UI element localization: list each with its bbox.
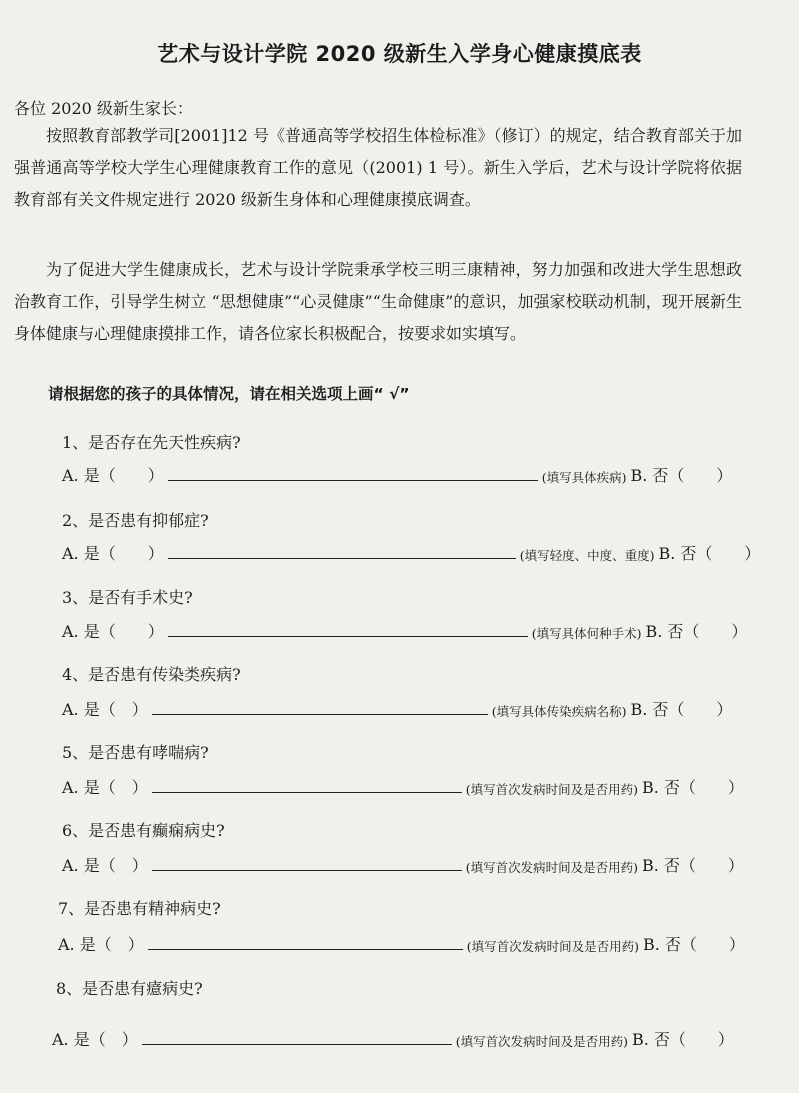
fill-line[interactable] (152, 712, 488, 715)
option-yes[interactable]: A. 是（ ） (62, 544, 164, 563)
option-no[interactable]: B. 否（ ） (630, 466, 733, 485)
option-yes[interactable]: A. 是（ ） (62, 700, 148, 719)
question-4: 4、是否患有传染类疾病? (62, 665, 241, 684)
option-no[interactable]: B. 否（ ） (645, 622, 748, 641)
option-yes[interactable]: A. 是（ ） (52, 1030, 138, 1049)
fill-line[interactable] (168, 634, 528, 637)
fill-line[interactable] (142, 1042, 452, 1045)
fill-line[interactable] (148, 947, 463, 950)
option-no[interactable]: B. 否（ ） (630, 700, 733, 719)
answer-row-5 (62, 768, 744, 798)
answer-row-4 (62, 690, 732, 720)
answer-row-2 (62, 534, 760, 564)
question-5: 5、是否患有哮喘病? (62, 743, 209, 762)
answer-row-1 (62, 456, 732, 486)
option-no[interactable]: B. 否（ ） (643, 935, 745, 954)
fill-hint: (填写轻度、中度、重度) (519, 548, 655, 563)
answer-row-6 (62, 846, 744, 876)
answer-row-7 (58, 925, 745, 955)
fill-line[interactable] (152, 790, 462, 793)
option-no[interactable]: B. 否（ ） (642, 856, 744, 875)
question-3: 3、是否有手术史? (62, 588, 193, 607)
intro-paragraph-2: 为了促进大学生健康成长，艺术与设计学院秉承学校三明三康精神，努力加强和改进大学生思想政治教育工作，引导学生树立 “思想健康”“心灵健康”“生命健康”的意识，加强家校联动机制，现开展新生身体健康与心理健康摸排工作，请各位家长积极配合，按要求如实填写。 (14, 260, 742, 343)
question-1: 1、是否存在先天性疾病? (62, 433, 241, 452)
instruction: 请根据您的孩子的具体情况，请在相关选项上画“ √” (48, 385, 410, 403)
answer-row-3 (62, 612, 747, 642)
option-yes[interactable]: A. 是（ ） (62, 466, 164, 485)
option-no[interactable]: B. 否（ ） (642, 778, 744, 797)
fill-hint: (填写具体传染疾病名称) (491, 704, 627, 719)
greeting: 各位 2020 级新生家长： (14, 99, 193, 118)
fill-line[interactable] (168, 556, 516, 559)
fill-hint: (填写首次发病时间及是否用药) (465, 860, 638, 875)
option-yes[interactable]: A. 是（ ） (62, 778, 148, 797)
fill-line[interactable] (152, 868, 462, 871)
option-no[interactable]: B. 否（ ） (632, 1030, 734, 1049)
option-yes[interactable]: A. 是（ ） (58, 935, 144, 954)
page-title: 艺术与设计学院 2020 级新生入学身心健康摸底表 (157, 42, 642, 66)
fill-line[interactable] (168, 478, 538, 481)
question-6: 6、是否患有癫痫病史? (62, 821, 225, 840)
fill-hint: (填写首次发病时间及是否用药) (466, 939, 639, 954)
fill-hint: (填写具体疾病) (541, 470, 627, 485)
question-2: 2、是否患有抑郁症? (62, 511, 209, 530)
fill-hint: (填写具体何种手术) (531, 626, 642, 641)
option-no[interactable]: B. 否（ ） (658, 544, 761, 563)
fill-hint: (填写首次发病时间及是否用药) (455, 1034, 628, 1049)
option-yes[interactable]: A. 是（ ） (62, 856, 148, 875)
fill-hint: (填写首次发病时间及是否用药) (465, 782, 638, 797)
question-7: 7、是否患有精神病史? (58, 899, 221, 918)
question-8: 8、是否患有癔病史? (56, 979, 203, 998)
intro-paragraph-1: 按照教育部教学司[2001]12 号《普通高等学校招生体检标准》（修订）的规定，结合教育部关于加强普通高等学校大学生心理健康教育工作的意见（(2001) 1 号）。新生入学后，艺术与设计学院将依据教育部有关文件规定进行 2020 级新生身体和心理健康摸底调查。 (14, 126, 742, 209)
option-yes[interactable]: A. 是（ ） (62, 622, 164, 641)
answer-row-8 (52, 1020, 734, 1050)
